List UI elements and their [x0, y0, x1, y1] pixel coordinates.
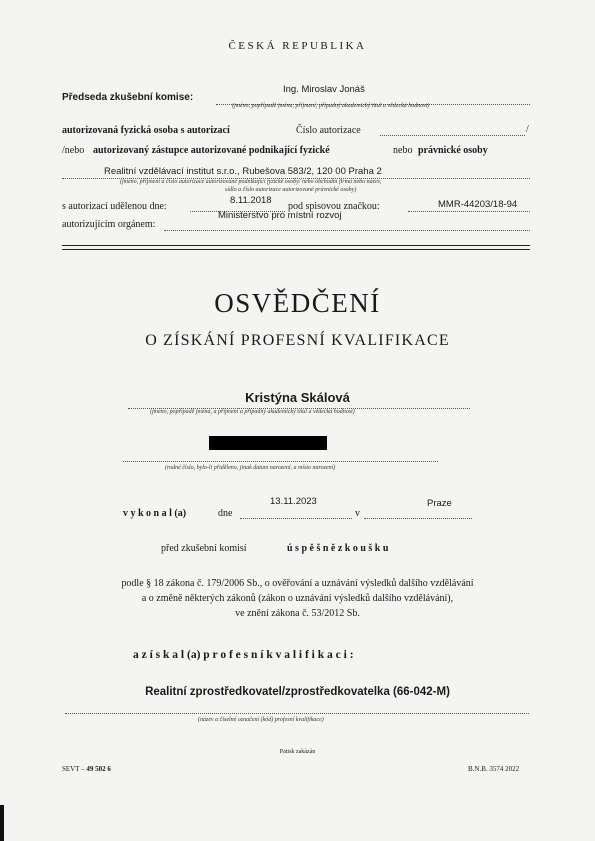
chair-label: Předseda zkušební komise:: [62, 92, 194, 103]
country-heading: ČESKÁ REPUBLIKA: [228, 40, 367, 52]
auth-natural-person-label: autorizovaná fyzická osoba s autorizací: [62, 125, 230, 136]
qualification-dotted-line: [65, 713, 529, 714]
holder-name: Kristýna Skálová: [245, 390, 350, 405]
exam-date-dotted-line: [240, 518, 352, 519]
header-rule-2: [62, 249, 530, 250]
qualification-heading: a z í s k a l (a) p r o f e s n í k v a l i f i k a c i :: [133, 649, 354, 661]
exam-place: Praze: [427, 498, 452, 509]
exam-before-commission: před zkušební komisí: [161, 543, 247, 554]
auth-representative-label: autorizovaný zástupce autorizované podnikající fyzické: [93, 145, 330, 156]
law-line-1: podle § 18 zákona č. 179/2006 Sb., o ověřování a uznávání výsledků dalšího vzdělávání: [121, 578, 474, 589]
law-line-3: ve znění zákona č. 53/2012 Sb.: [235, 608, 360, 619]
qualification-note: (název a číselné označení (kód) profesní kvalifikace): [198, 717, 324, 723]
auth-number-label: Číslo autorizace: [296, 125, 361, 136]
auth-entity: Realitní vzdělávací institut s.r.o., Rubešova 583/2, 120 00 Praha 2: [104, 166, 382, 177]
sevt-number: 49 502 6: [86, 765, 111, 773]
redacted-birth-number: [209, 436, 327, 450]
birth-dotted-line: [123, 461, 438, 462]
exam-date: 13.11.2023: [270, 496, 317, 507]
print-forbidden: Patisk zakázán: [279, 749, 316, 755]
exam-place-dotted-line: [364, 518, 472, 519]
chair-name: Ing. Miroslav Jonáš: [283, 84, 365, 95]
certificate-title: OSVĚDČENÍ: [214, 288, 381, 318]
sevt-prefix: SEVT –: [62, 765, 85, 773]
file-number-dotted-line: [408, 211, 530, 212]
authority-name: Ministerstvo pro místní rozvoj: [218, 210, 342, 221]
granted-label: s autorizací udělenou dne:: [62, 201, 167, 212]
auth-number-slash: /: [526, 124, 529, 135]
authority-label: autorizujícím orgánem:: [62, 219, 156, 230]
auth-legal-person-label: právnické osoby: [418, 145, 488, 156]
exam-date-label: dne: [218, 508, 233, 519]
chair-note: (jméno, popřípadě jména, příjmení, případný akademický titul a vědecká hodnost): [232, 103, 430, 109]
exam-performed-label: v y k o n a l (a): [123, 508, 187, 519]
bnb-code: B.N.B. 3574 2022: [468, 765, 520, 773]
qualification-name: Realitní zprostředkovatel/zprostředkovatelka (66-042-M): [145, 686, 450, 698]
auth-entity-note-2: sídlo a číslo autorizace autorizované právnické osoby): [225, 187, 357, 193]
scan-edge-mark: [0, 805, 4, 841]
file-number: MMR-44203/18-94: [438, 199, 518, 210]
holder-name-note: (jméno, popřípadě jména, a příjmení a případný akademický titul a vědecká hodnost): [150, 409, 355, 415]
exam-place-label: v: [355, 508, 360, 519]
authority-dotted-line: [164, 230, 530, 231]
law-line-2: a o změně některých zákonů (zákon o uznávání výsledků dalšího vzdělávání),: [141, 593, 454, 604]
auth-number-dotted-line: [380, 135, 525, 136]
auth-or-label: /nebo: [62, 145, 85, 156]
header-rule-1: [62, 245, 530, 246]
exam-success: ú s p ě š n ě z k o u š k u: [287, 543, 389, 554]
sevt-code: [62, 765, 111, 773]
granted-date: 8.11.2018: [230, 195, 272, 206]
auth-entity-note-1: (jméno, příjmení a číslo autorizace autorizované podnikající fyzické osoby/ nebo obchodní firma nebo název,: [120, 179, 382, 185]
auth-or-label-2: nebo: [393, 145, 413, 156]
file-number-label: pod spisovou značkou:: [288, 201, 380, 212]
birth-note: (rodné číslo, bylo-li přiděleno, jinak datum narození, a místo narození): [165, 465, 336, 471]
certificate-subtitle: O ZÍSKÁNÍ PROFESNÍ KVALIFIKACE: [145, 332, 450, 349]
